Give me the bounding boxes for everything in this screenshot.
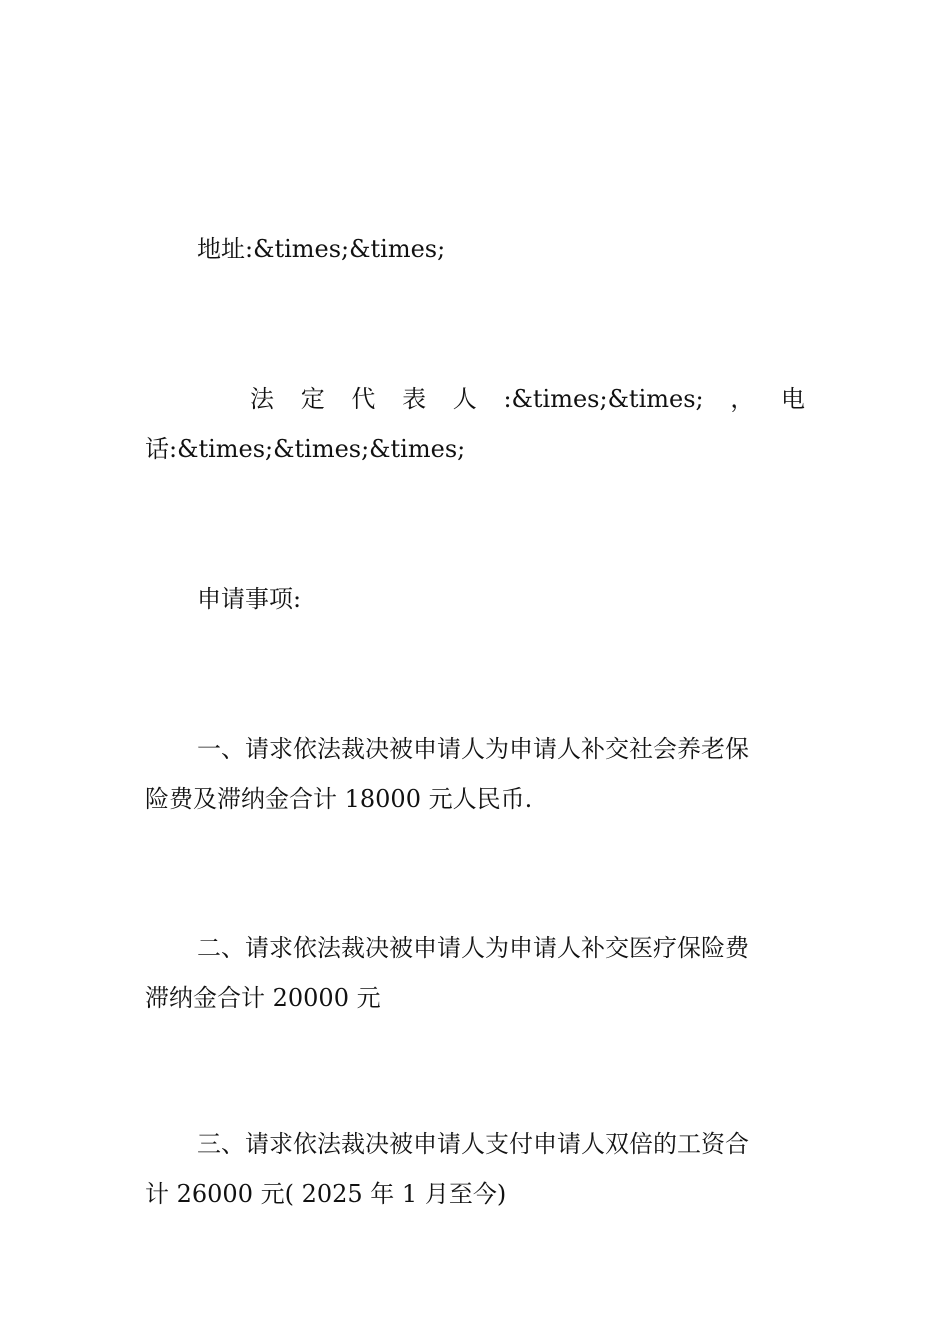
- item-3-line-2: 计 26000 元( 2025 年 1 月至今): [145, 1180, 507, 1208]
- legal-rep-comma: ，: [730, 385, 755, 413]
- legal-representative-line: [250, 374, 805, 424]
- legal-rep-char: 代: [351, 385, 376, 413]
- item-1-line-1: 一、请求依法裁决被申请人为申请人补交社会养老保: [197, 735, 749, 763]
- item-2-line-2: 滞纳金合计 20000 元: [145, 984, 381, 1012]
- address-line: 地址:&times;&times;: [197, 235, 446, 263]
- legal-rep-char: 法: [250, 385, 274, 413]
- phone-line: 话:&times;&times;&times;: [145, 435, 466, 463]
- legal-rep-name: :&times;&times;: [503, 385, 704, 413]
- legal-rep-char: 定: [300, 385, 325, 413]
- legal-rep-char: 电: [781, 385, 805, 413]
- item-2-line-1: 二、请求依法裁决被申请人为申请人补交医疗保险费: [197, 934, 749, 962]
- item-1-line-2: 险费及滞纳金合计 18000 元人民币.: [145, 785, 533, 813]
- legal-rep-char: 表: [402, 385, 427, 413]
- legal-rep-char: 人: [452, 385, 477, 413]
- item-3-line-1: 三、请求依法裁决被申请人支付申请人双倍的工资合: [197, 1130, 749, 1158]
- items-heading: 申请事项:: [197, 585, 302, 613]
